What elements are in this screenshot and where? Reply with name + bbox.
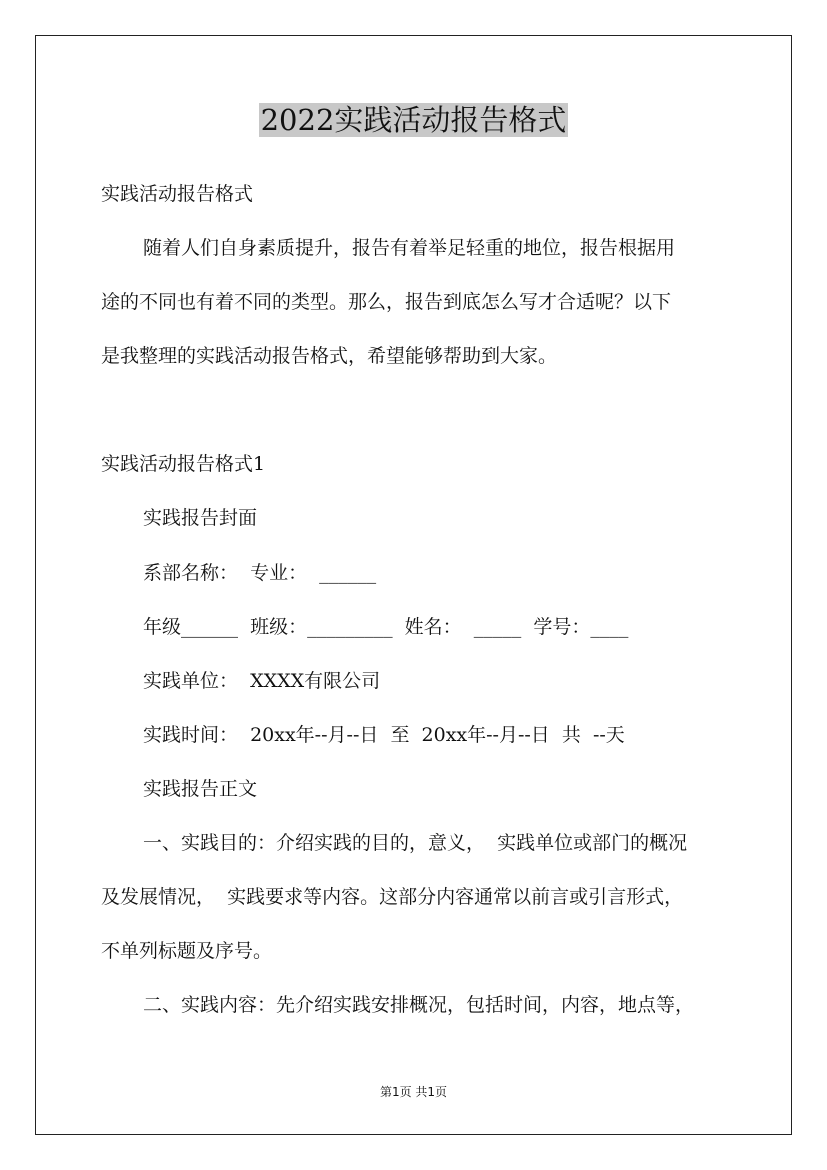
cover-dept: 系部名称： 专业： ______ [143,562,377,584]
cover-grade: 年级______ 班级：_________ 姓名： _____ 学号：____ [143,616,629,638]
subtitle: 实践活动报告格式 [101,183,254,205]
cover-time: 实践时间： 20xx年--月--日 至 20xx年--月--日 共 --天 [143,724,625,746]
page-footer: 第1页 共1页 [379,1085,448,1099]
body-heading: 实践报告正文 [143,778,258,800]
purpose-line-1: 一、实践目的：介绍实践的目的，意义， 实践单位或部门的概况 [143,832,688,854]
purpose-line-2: 及发展情况， 实践要求等内容。这部分内容通常以前言或引言形式， [101,886,684,908]
intro-line-3: 是我整理的实践活动报告格式，希望能够帮助到大家。 [101,345,558,367]
cover-unit: 实践单位： XXXX有限公司 [143,670,381,692]
purpose-line-3: 不单列标题及序号。 [101,940,273,962]
content-line-1: 二、实践内容：先介绍实践安排概况，包括时间，内容，地点等， [143,994,695,1016]
section-heading: 实践活动报告格式1 [101,453,266,475]
intro-line-1: 随着人们自身素质提升，报告有着举足轻重的地位，报告根据用 [143,237,676,259]
cover-heading: 实践报告封面 [143,507,258,529]
intro-line-2: 途的不同也有着不同的类型。那么，报告到底怎么写才合适呢？以下 [101,291,672,313]
document-title: 2022实践活动报告格式 [260,103,567,137]
